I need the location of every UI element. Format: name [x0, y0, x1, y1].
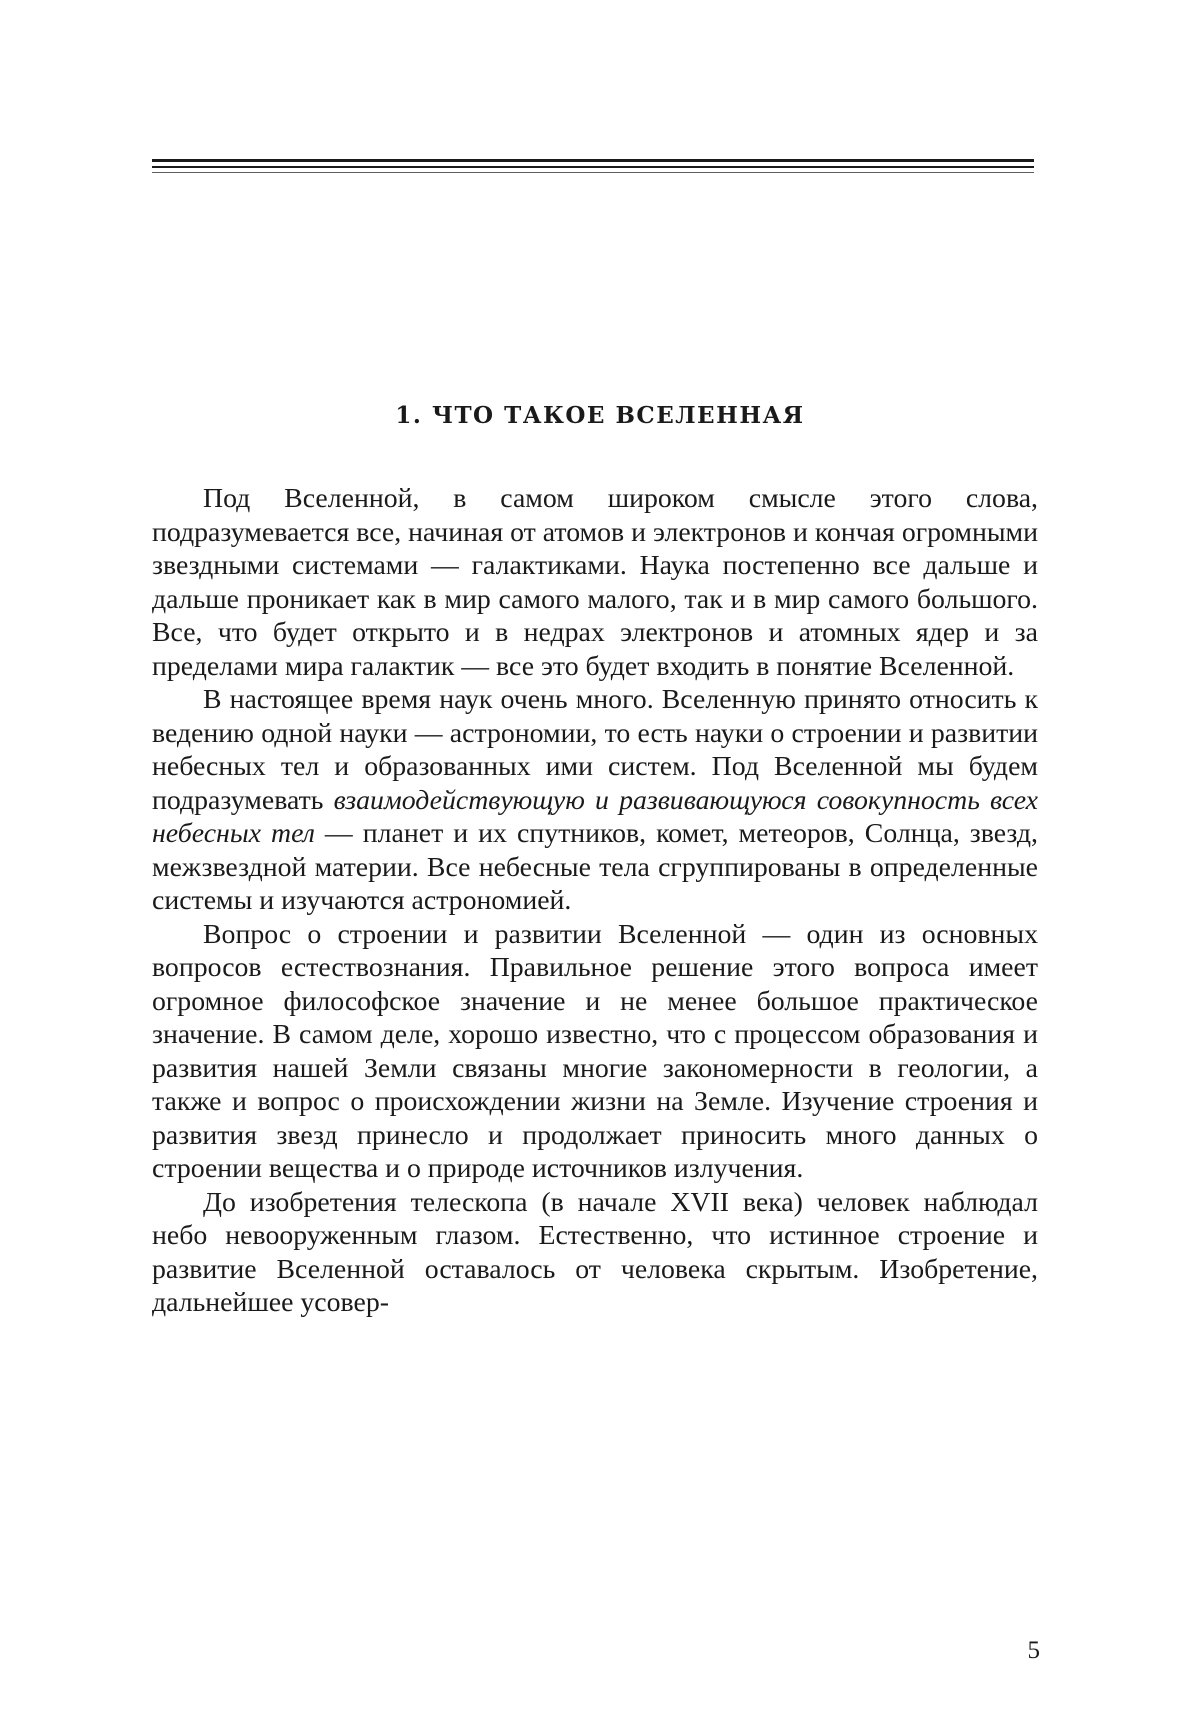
chapter-title: 1. ЧТО ТАКОЕ ВСЕЛЕННАЯ [0, 402, 1200, 429]
paragraph-text: — планет и их спутников, комет, метео­ров, Солнца, звезд, межзвездной материи. Все небесные тела сгруппированы в определенные системы и изучаются астрономией. [152, 818, 1038, 916]
page-number: 5 [1028, 1637, 1041, 1665]
body-text [152, 482, 1038, 1320]
header-rule [152, 155, 1034, 177]
paragraph: Под Вселенной, в самом широком смысле этого слова, подразумевается все, начиная от атомов и электронов и кончая огромными звездными системами — галакти­ками. Наука постепенно все дальше и дальше проникает как в мир самого малого, так и в мир самого большого. Все, что будет открыто и в недрах электронов и атомных ядер и за пределами мира галактик — все это будет входить в понятие Вселенной. [152, 482, 1038, 683]
paragraph: Вопрос о строении и развитии Вселенной — один из основных вопросов естествознания. Правильное реше­ние этого вопроса имеет огромное философское значение и не менее большое практическое значение. В самом деле, хорошо известно, что с процессом образования и разви­тия нашей Земли связаны многие закономерности в гео­логии, а также и вопрос о происхождении жизни на Земле. Изучение строения и развития звезд принесло и продолжает приносить много данных о строении веще­ства и о природе источников излучения. [152, 918, 1038, 1186]
paragraph: До изобретения телескопа (в начале XVII века) чело­век наблюдал небо невооруженным глазом. Естественно, что истинное строение и развитие Вселенной оставалось от человека скрытым. Изобретение, дальнейшее усовер- [152, 1186, 1038, 1320]
header-rule-line [152, 159, 1034, 162]
paragraph-italic-text: взаимодействующую и развивающуюся совокупность всех небесных тел [152, 785, 1038, 850]
paragraph [152, 683, 1038, 918]
header-rule-line [152, 166, 1034, 168]
book-page [0, 0, 1200, 1727]
header-rule-line [152, 172, 1034, 173]
paragraph-text: В настоящее время наук очень много. Вселенную принято относить к ведению одной науки — астрономии, то есть науки о строении и развитии небесных тел и обра­зованных ими систем. Под Вселенной мы будем подразу­мевать [152, 684, 1038, 816]
